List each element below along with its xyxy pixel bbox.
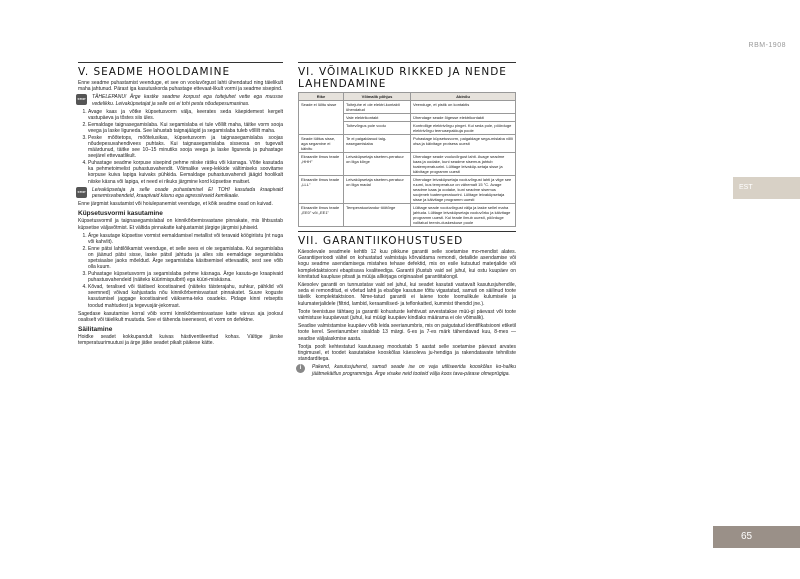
after-text: Enne järgmist kasutamist või hoiulepanemist veenduge, et kõik seadme osad on kuivad. bbox=[78, 201, 273, 208]
wear-text: Sagedase kasutamise korral võib vormi kinnikõrbemisvastase katte värvus aja jooksul osaliselt või täielikult muutuda. See ei tähenda iseenesest, et vorm on defektne. bbox=[78, 310, 283, 323]
cause-cell: Toitejuhe ei ole elektri-kontakti ühendatud bbox=[344, 101, 411, 114]
warranty-text: Toote teenistuse tähtaeg ja garantii kohustuste kehtivust arvestatakse müü-gi päevast või toote valmistuse kuupäevast (juhul, kui müügi kuupäev kindlaks määrama ei ole võimalik). bbox=[298, 308, 516, 322]
fault-cell: Seade ei lülitu sisse bbox=[299, 101, 344, 135]
list-item: 3. Puhastage küpsetusvorm ja segamislaba pehme käsnaga. Ärge kasuta-ge kraapivaid puhastusvahendeid (näiteks küürimispulbrit) ega küüri-miskäsna. bbox=[88, 271, 283, 283]
cause-cell: Leivaküpsetaja sisetem-peratuur on liiga kõrge bbox=[344, 153, 411, 176]
warranty-text: Käesolev garantii on tunnustatav vaid sel juhul, kui seadet kasutati vastavalt kasutusjuhendile, seda ei remonditud, ei võetud lahti ja ebaõige kasutuse tõttu vigastatud, samuti on säilinud toote täielik komplektaktsioon. Nime-tatud garantii ei laiene toote loomulikule kulumisele ja kulumaterjalidele (filtrid, lambid, keraamilised- ja teflonkatted, kummist tihendid jne.). bbox=[298, 282, 516, 307]
table-row bbox=[299, 176, 516, 204]
warning-text: TÄHELEPANU! Ärge kastke seadme korpust ega toitejuhet vette ega muusse vedelikku. Leivaküpsetajat ja selle osi ei tohi pesta nõudepesumasinas. bbox=[92, 94, 283, 107]
table-row bbox=[299, 101, 516, 114]
recycling-text: Pakend, kasutusjuhend, samuti seade ise on vaja utiliseerida kooskõlas ko-haliku jäätmekäitlus programmiga. Ärge visake neid tooteid välja koos tava-pärase olmeprügiga. bbox=[312, 364, 516, 377]
recycling-notice bbox=[298, 364, 516, 376]
warning-notice bbox=[78, 187, 283, 199]
table-header: Rike bbox=[299, 93, 344, 101]
fix-cell: Ühendage seade vooluvõrgust lahti. Avage seadme kaas ja oodake, kuni seadme sisemus jahtub toatemperatuurini. Lülitage leivaküp-setaja sisse ja käivitage programm uuesti bbox=[411, 153, 516, 176]
cause-cell: Vale elektrikontakt bbox=[344, 114, 411, 122]
fault-cell: Ekraanile ilmus teade „LLL" bbox=[299, 176, 344, 204]
storage-text: Hoidke seadet kokkupandult kuivas hästiventileeritud kohas. Vältige järske temperatuurimuutusi ja ärge jätke seadet pikalt päikese kätte. bbox=[78, 334, 283, 347]
fault-cell: Ekraanile ilmus teade „EE0" või „EE1" bbox=[299, 204, 344, 227]
fault-cell: Seade lülitus sisse, aga segamine ei käivitu bbox=[299, 135, 344, 153]
usage-rules bbox=[78, 233, 283, 309]
list-item: 3. Peske mõõtetops, mõõtelusikas, küpsetusvorm ja taignasegamislaba soojas nõudepesuvahendivees puhtaks. Kui taignasegamislaba sisseosa on tugevalt määrdunud, täitke see 10–15 minutiks sooja veega ja laske liguneda ja puhastage seejärel ettevaatlikult. bbox=[88, 135, 283, 160]
list-item: 1. Ärge kasutage küpsetise vormist eemaldamisel metallist või teravaid köögiriistu (nt nuga või kahvlit). bbox=[88, 233, 283, 245]
warning-notice bbox=[78, 94, 283, 106]
list-item: 1. Avage kaas ja võtke küpsetusvorm välja, keerates seda käepidemest kergelt vastupäeva ja tõstes siis üles. bbox=[88, 109, 283, 121]
cause-cell: Te ei paigaldanud taig-nasegamislaba bbox=[344, 135, 411, 153]
left-column bbox=[78, 62, 283, 349]
model-number: RBM-1908 bbox=[748, 42, 786, 49]
table-header-row bbox=[299, 93, 516, 101]
warranty-text: Seadise valmistamise kuupäev võib leida seerianumbris, mis on paigutatud identifikatsiooni etiketil toote kerel. Seerianumber sisaldab 13 märgi. 6-es ja 7-es märk tähendavad kuu, 8-mes — seadise väljalaskmise aasta. bbox=[298, 323, 516, 342]
fix-cell: Ühendage leivaküpsetaja vooluvõrgust lahti ja viige see ruumi, kus temperatuur on vähemalt 15 °C. Avage seadme kaas ja oodake, kuni seadme sisemus soojeneb toatemperatuurini. Lülitage leivaküpsetaja sisse ja käivitage programm uuesti bbox=[411, 176, 516, 204]
subsection-title: Küpsetusvormi kasutamine bbox=[78, 210, 163, 218]
list-item: 2. Enne pätsi lahtilõikamist veenduge, et selle sees ei ole segamislaba. Kui segamislaba on jäänud pätsi sisse, laske pätsil jahtuda ja alles siis eemaldage segamislaba spetsiaalse jaoks mõeldud. Ärge segamislaba käsitsemisel ettevaatlik, sest see võib olla kuum. bbox=[88, 246, 283, 271]
stop-icon: STOP bbox=[76, 94, 87, 105]
list-item: 4. Kõvad, teralised või täidised koostisained (näiteks täisterajahu, suhkur, pähklid või seemned) võivad kahjustada nõu kinnikõrbemisvastast pinnakatet. Suure koguste kasutamisel jaggage koostisained väiksema-teks osadeks. Pidage kinni retseptis toodud mahtudest ja tegevusjär-jekorrast. bbox=[88, 284, 283, 309]
fault-cell: Ekraanile ilmus teade „HHH" bbox=[299, 153, 344, 176]
cause-cell: Temperatuuriandur töötõrge bbox=[344, 204, 411, 227]
table-header: Võimalik põhjus bbox=[344, 93, 411, 101]
right-column bbox=[298, 62, 516, 379]
fix-cell: Puhastage küpsetusvorm, paigaldage sega-mislaba võlli otsa ja käivitage protsess uuesti bbox=[411, 135, 516, 153]
section-title-warranty: VII. GARANTIIKOHUSTUSED bbox=[298, 231, 516, 247]
list-item: 4. Puhastage seadme korpuse sisepind pehme niiske rätiku või käsnaga. Võite kasutada ka pehmetoimelist puhastusvahendit. Võimalike veep-lekkide vältimiseks soovitame korpuse kuiva lapiga kuivaks pühkida. Eemaldage puhastusvahendi jäägid hoolikalt niiske käsna või lapiga, et need ei rikuks järgmine kord küpsetise maitset. bbox=[88, 160, 283, 185]
section-title-maintenance: V. SEADME HOOLDAMINE bbox=[78, 62, 283, 78]
stop-icon: STOP bbox=[76, 187, 87, 198]
subsection-title: Säilitamine bbox=[78, 326, 113, 334]
troubleshooting-table bbox=[298, 92, 516, 227]
table-row bbox=[299, 153, 516, 176]
cause-cell: Toitevõrgus pole voolu bbox=[344, 122, 411, 135]
warranty-text: Tootja poolt kehtestatud kasutusaeg moodustab 5 aastat selle soetamise päevast arvates tingimusel, et toodet kasutatakse kooskõlas käesoleva ju-hendiga ja rakendatavate tehniliste standarditega. bbox=[298, 343, 516, 363]
table-header: Abinõu bbox=[411, 93, 516, 101]
table-row bbox=[299, 135, 516, 153]
section-title-troubleshooting: VI. VÕIMALIKUD RIKKED JA NENDE LAHENDAMINE bbox=[298, 62, 516, 90]
fix-cell: Kontrollige elektrivõrgu pinget. Kui seda pole, pöörduge elektrivõrgu teenusepakkuja poole bbox=[411, 122, 516, 135]
fix-cell: Ühendage seade õigesse elektrikontakti bbox=[411, 114, 516, 122]
cleaning-steps bbox=[78, 109, 283, 185]
warning-text: Leivaküpsetaja ja selle osade puhastamisel EI TOHI kasutada kraapivaid pesemisvahendeid, kraapivaid käsnu ega agressiivseid kemikaale. bbox=[92, 186, 283, 199]
intro-text: Enne seadme puhastamist veenduge, et see on vooluvõrgust lahti ühendatud ning täielikult maha jahtunud. Pärast iga kasutuskorda puhastage ettevaat-likult vormi ja seadme sisepind. bbox=[78, 80, 283, 93]
subsection-text: Küpsetusvormil ja taignasegamislabal on kinnikõrbemisvastane pinnakate, mis lihtsustab küpsetise väljavõtmist. Et vältida pinnakatte kahjustamist järgige järgmisi juhiseid. bbox=[78, 218, 283, 231]
info-icon: i bbox=[296, 364, 305, 373]
language-tab: EST bbox=[733, 177, 800, 199]
fix-cell: Lülitage seade vooluvõrgust välja ja laske sellel maha jahtuda. Lülitage leivaküpsetaja vooluvõrku ja käivitage programm uuesti. Kui teade ilmub uuesti, pöörduge volitatud teenin-duskeskuse poole bbox=[411, 204, 516, 227]
list-item: 2. Eemaldage taignasegamislaba. Kui segamislaba ei tule võllilt maha, täitke vorm sooja veega ja laske liguneda. See lahustab taignajäägid ja segamislaba tuleb võllilt maha. bbox=[88, 122, 283, 134]
table-row bbox=[299, 204, 516, 227]
fix-cell: Veenduge, et pistik on kontaktis bbox=[411, 101, 516, 114]
warranty-text: Käesolevale seadmele kehtib 12 kuu pikkune garantii selle soetamise mo-mendist alates. Garantiiperioodi vältel on kohustatud valmistaja kõrvaldama remondi, detailide asendamise või kogu seadme asendamisega mistahes tehase defektid, mis on esile kutsutud materjalide või komplektaktsiooni ebapiisava kvaliteediga. Garantii jõustub vaid sel juhul, kui ostu kuupäev on kinnitatud kaupluse pitsati ja müüja allkirjaga originaalsel garantiitalongil. bbox=[298, 249, 516, 280]
cause-cell: Leivaküpsetaja sisetem-peratuur on liiga madal bbox=[344, 176, 411, 204]
page-number: 65 bbox=[713, 526, 800, 548]
